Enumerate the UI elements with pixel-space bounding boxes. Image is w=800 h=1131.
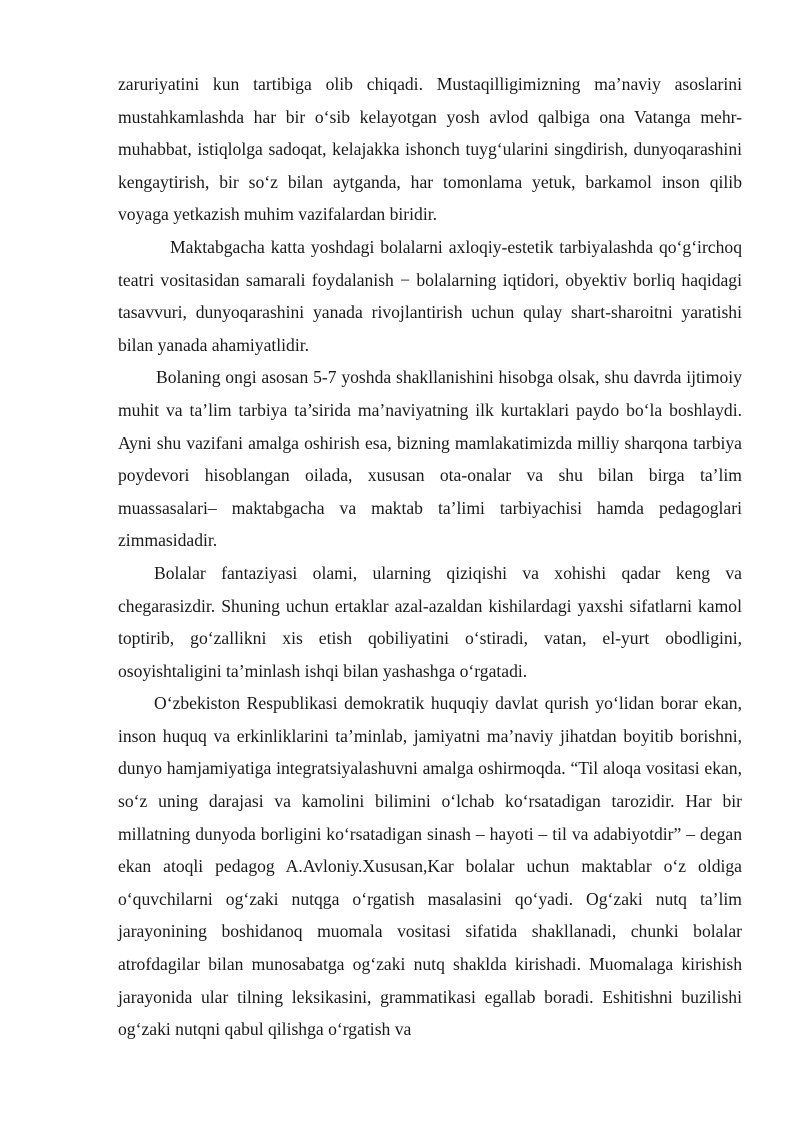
- paragraph-child-development: Bolaning ongi asosan 5-7 yoshda shakllanishini hisobga olsak, shu davrda ijtimoiy muhit va ta’lim tarbiya ta’sirida ma’naviyatning ilk kurtaklari paydo bo‘la boshlaydi. Ayni shu vazifani amalga oshirish esa, bizning mamlakatimizda milliy sharqona tarbiya poydevori hisoblangan oilada, xususan ota-onalar va shu bilan birga ta’lim muassasalari– maktabgacha va maktab ta’limi tarbiyachisi hamda pedagoglari zimmasidadir.: [118, 367, 742, 551]
- paragraph-republic-language: O‘zbekiston Respublikasi demokratik huquqiy davlat qurish yo‘lidan borar ekan, inson huquq va erkinliklarini ta’minlab, jamiyatni ma’naviy jihatdan boyitib borishni, dunyo hamjamiyatiga integratsiyalashuvni amalga oshirmoqda. “Til aloqa vositasi ekan, so‘z uning darajasi va kamolini bilimini o‘lchab ko‘rsatadigan tarozidir. Har bir millatning dunyoda borligini ko‘rsatadigan sinash – hayoti – til va adabiyotdir” – degan ekan atoqli pedagog A.Avloniy.Xususan,Kar bolalar uchun maktablar o‘z oldiga o‘quvchilarni og‘zaki nutqga o‘rgatish masalasini qo‘yadi. Og‘zaki nutq ta’lim jarayonining boshidanoq muomala vositasi sifatida shakllanadi, chunki bolalar atrofdagilar bilan munosabatga og‘zaki nutq shaklda kirishadi. Muomalaga kirishish jarayonida ular tilning leksikasini, grammatikasi egallab boradi. Eshitishni buzilishi og‘zaki nutqni qabul qilishga o‘rgatish va: [118, 693, 742, 1040]
- paragraph-puppet-theatre: Maktabgacha katta yoshdagi bolalarni axloqiy-estetik tarbiyalashda qo‘g‘irchoq teatri vositasidan samarali foydalanish − bolalarning iqtidori, obyektiv borliq haqidagi tasavvuri, dunyoqarashini yanada rivojlantirish uchun qulay shart-sharoitni yaratishi bilan yanada ahamiyatlidir.: [118, 236, 742, 355]
- document-body: [118, 68, 742, 1046]
- paragraph-continued: zaruriyatini kun tartibiga olib chiqadi. Mustaqilligimizning ma’naviy asoslarini mustahkamlashda har bir o‘sib kelayotgan yosh avlod qalbiga ona Vatanga mehr-muhabbat, istiqlolga sadoqat, kelajakka ishonch tuyg‘ularini singdirish, dunyoqarashini kengaytirish, bir so‘z bilan aytganda, har tomonlama yetuk, barkamol inson qilib voyaga yetkazish muhim vazifalardan biridir.: [118, 74, 742, 225]
- paragraph-fantasy: Bolalar fantaziyasi olami, ularning qiziqishi va xohishi qadar keng va chegarasizdir. Shuning uchun ertaklar azal-azaldan kishilardagi yaxshi sifatlarni kamol toptirib, go‘zallikni xis etish qobiliyatini o‘stiradi, vatan, el-yurt obodligini, osoyishtaligini ta’minlash ishqi bilan yashashga o‘rgatadi.: [118, 562, 742, 681]
